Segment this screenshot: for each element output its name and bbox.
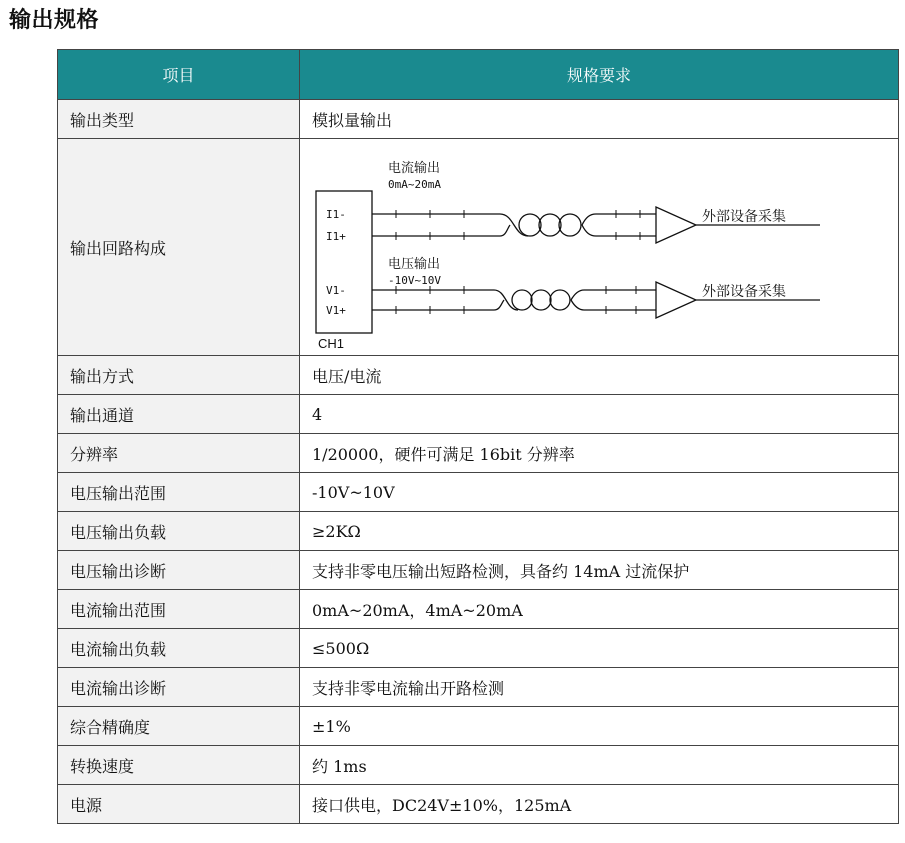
table-row: [58, 139, 899, 356]
external-label-current: 外部设备采集: [702, 209, 786, 225]
row-value: 4: [300, 395, 899, 434]
table-row: [58, 395, 899, 434]
table-row: [58, 512, 899, 551]
row-label: 输出通道: [58, 395, 300, 434]
row-value: 1/20000，硬件可满足 16bit 分辨率: [300, 434, 899, 473]
row-label: 综合精确度: [58, 707, 300, 746]
row-label: 输出方式: [58, 356, 300, 395]
table-row: [58, 473, 899, 512]
row-label: 电压输出负载: [58, 512, 300, 551]
row-label: 输出类型: [58, 100, 300, 139]
table-row: [58, 629, 899, 668]
row-value: ≥2KΩ: [300, 512, 899, 551]
pin-v-plus: V1+: [326, 304, 346, 317]
row-value: ±1%: [300, 707, 899, 746]
row-label: 电压输出诊断: [58, 551, 300, 590]
pin-i-minus: I1-: [326, 208, 346, 221]
table-row: [58, 746, 899, 785]
header-item: 项目: [58, 50, 300, 100]
row-value: 约 1ms: [300, 746, 899, 785]
spec-table: [57, 49, 899, 824]
row-value: 接口供电，DC24V±10%，125mA: [300, 785, 899, 824]
voltage-output-range: -10V~10V: [388, 274, 441, 287]
row-label: 电流输出诊断: [58, 668, 300, 707]
voltage-output-title: 电压输出: [388, 257, 441, 272]
row-value: ≤500Ω: [300, 629, 899, 668]
current-output-title: 电流输出: [388, 161, 441, 176]
row-label: 分辨率: [58, 434, 300, 473]
row-value: 0mA~20mA，4mA~20mA: [300, 590, 899, 629]
table-header-row: [58, 50, 899, 100]
table-row: [58, 551, 899, 590]
row-value: 支持非零电流输出开路检测: [300, 668, 899, 707]
row-label: 电压输出范围: [58, 473, 300, 512]
header-requirement: 规格要求: [300, 50, 899, 100]
row-label: 电流输出范围: [58, 590, 300, 629]
page-title: 输出规格: [9, 8, 100, 33]
table-row: [58, 100, 899, 139]
output-circuit-diagram: [300, 139, 899, 355]
row-value: 支持非零电压输出短路检测，具备约 14mA 过流保护: [300, 551, 899, 590]
current-output-range: 0mA~20mA: [388, 178, 441, 191]
circuit-diagram-cell: [300, 139, 899, 356]
row-label: 电源: [58, 785, 300, 824]
table-row: [58, 590, 899, 629]
channel-label: CH1: [318, 336, 345, 351]
table-row: [58, 356, 899, 395]
external-label-voltage: 外部设备采集: [702, 284, 786, 300]
row-label: 输出回路构成: [58, 139, 300, 356]
row-value: -10V~10V: [300, 473, 899, 512]
row-label: 转换速度: [58, 746, 300, 785]
table-row: [58, 434, 899, 473]
table-row: [58, 707, 899, 746]
row-value: 模拟量输出: [300, 100, 899, 139]
row-label: 电流输出负载: [58, 629, 300, 668]
table-row: [58, 785, 899, 824]
pin-v-minus: V1-: [326, 284, 346, 297]
row-value: 电压/电流: [300, 356, 899, 395]
table-row: [58, 668, 899, 707]
pin-i-plus: I1+: [326, 230, 346, 243]
